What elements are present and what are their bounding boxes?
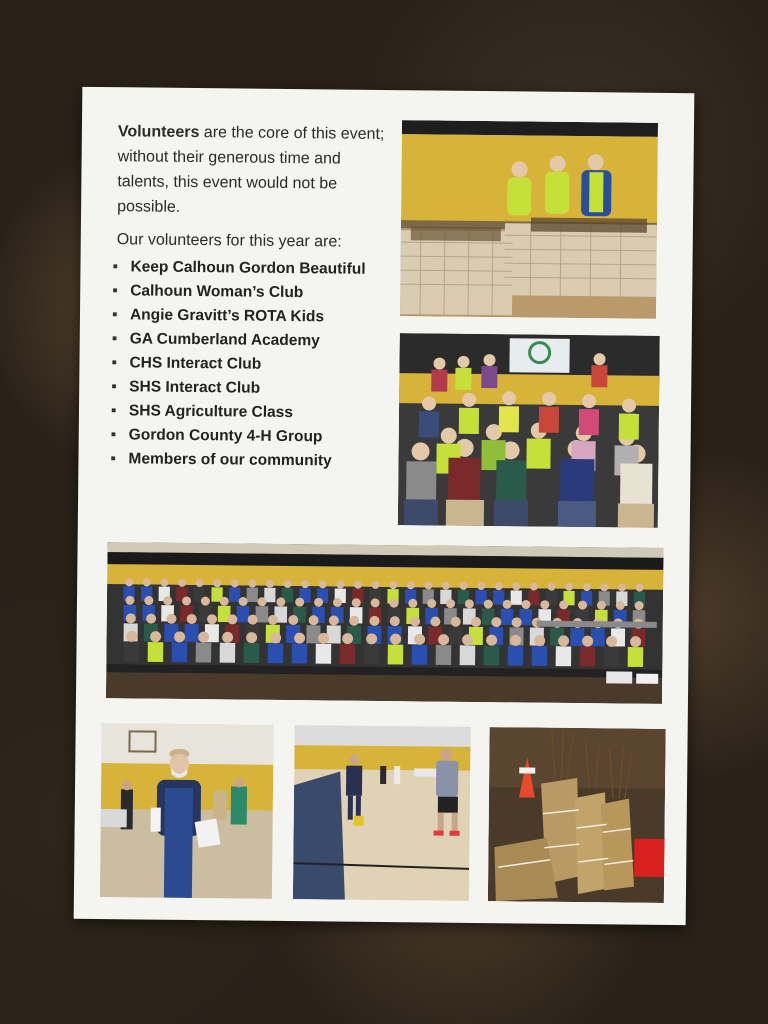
photo-group-on-bleachers — [398, 333, 660, 528]
list-item: ▪ CHS Interact Club — [111, 351, 364, 378]
list-item: ▪ Keep Calhoun Gordon Beautiful — [112, 255, 365, 282]
list-item: ▪ Members of our community — [110, 447, 363, 474]
list-item: ▪ Angie Gravitt’s ROTA Kids — [112, 303, 365, 330]
photo-volunteers-sweeping — [293, 725, 471, 901]
photo-seedling-bundles — [488, 727, 666, 903]
photo-volunteers-at-tables — [400, 120, 658, 319]
photo-large-group-in-gym — [106, 542, 664, 704]
list-item: ▪ SHS Interact Club — [111, 375, 364, 402]
photo-volunteer-in-overalls — [100, 723, 274, 899]
volunteer-list — [110, 255, 365, 474]
list-item: ▪ Calhoun Woman’s Club — [112, 279, 365, 306]
volunteer-flyer-card — [74, 87, 695, 925]
intro-paragraph — [117, 119, 388, 222]
volunteers-subheading: Our volunteers for this year are: — [116, 231, 342, 251]
list-item: ▪ Gordon County 4-H Group — [111, 423, 364, 450]
intro-lead: Volunteers — [117, 123, 200, 142]
list-item: ▪ SHS Agriculture Class — [111, 399, 364, 426]
intro-rest: are the core of this event; without their generous time and talents, this event would not be possible. — [117, 124, 385, 216]
list-item: ▪ GA Cumberland Academy — [112, 327, 365, 354]
